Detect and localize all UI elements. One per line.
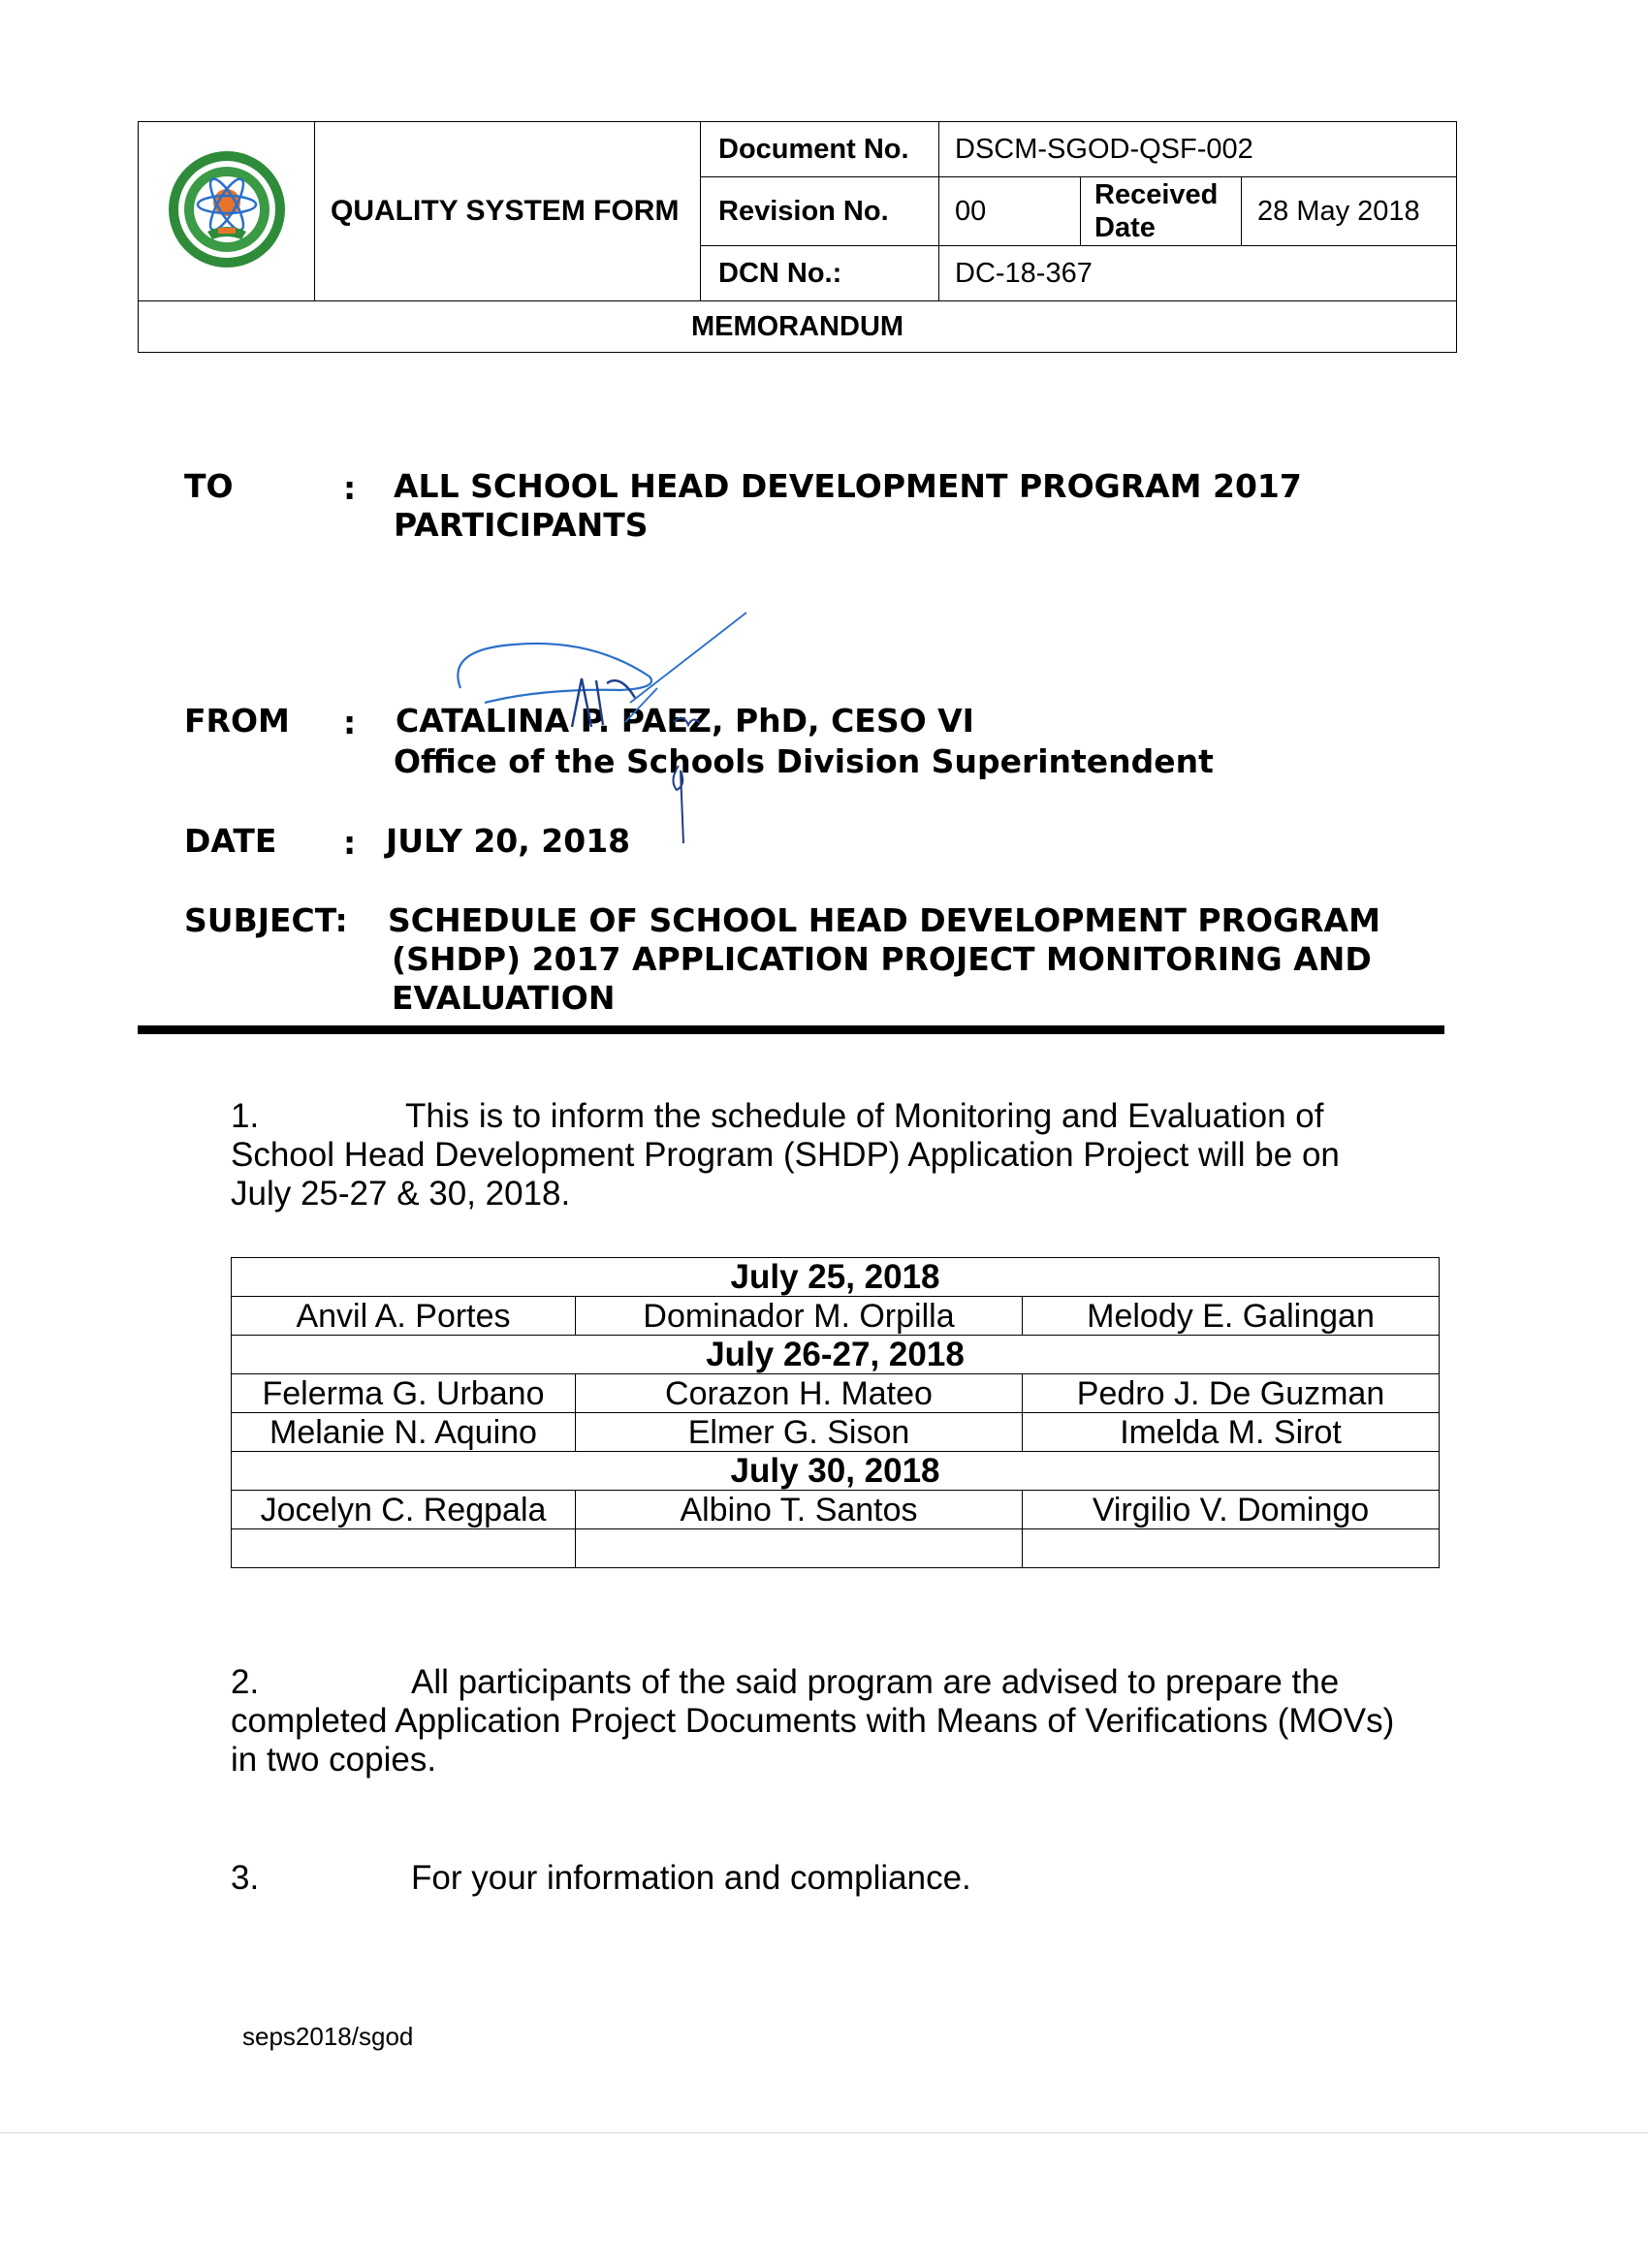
participant-cell: Melanie N. Aquino xyxy=(232,1413,576,1452)
to-label: TO xyxy=(184,467,234,505)
received-label-line2: Date xyxy=(1094,212,1156,243)
header-divider xyxy=(138,1025,1444,1034)
handwritten-signature xyxy=(427,611,776,843)
participant-cell: Albino T. Santos xyxy=(576,1491,1023,1529)
date-label: DATE xyxy=(184,822,277,860)
document-no-value: DSCM-SGOD-QSF-002 xyxy=(939,122,1457,177)
to-line1: ALL SCHOOL HEAD DEVELOPMENT PROGRAM 2017 xyxy=(394,467,1302,505)
participant-cell: Melody E. Galingan xyxy=(1023,1297,1440,1336)
to-line2: PARTICIPANTS xyxy=(394,506,649,544)
paragraph-3 xyxy=(231,1859,1409,1898)
revision-no-value: 00 xyxy=(939,177,1081,246)
subject-line2: (SHDP) 2017 APPLICATION PROJECT MONITORING AND xyxy=(392,940,1372,978)
scan-edge-line xyxy=(0,2132,1648,2133)
dcn-no-label: DCN No.: xyxy=(701,246,939,301)
subject-label: SUBJECT: xyxy=(184,901,348,939)
received-label-line1: Received xyxy=(1094,179,1219,210)
table-row xyxy=(232,1374,1440,1413)
file-reference: seps2018/sgod xyxy=(242,2022,414,2051)
received-date-value: 28 May 2018 xyxy=(1242,177,1457,246)
participant-cell: Imelda M. Sirot xyxy=(1023,1413,1440,1452)
paragraph-1-number: 1. xyxy=(231,1097,260,1135)
memorandum-label: MEMORANDUM xyxy=(139,301,1457,353)
to-colon: : xyxy=(343,469,357,507)
from-name: CATALINA P. PAEZ, PhD, CESO VI xyxy=(396,702,974,740)
paragraph-3-number: 3. xyxy=(231,1859,260,1897)
participant-cell: Jocelyn C. Regpala xyxy=(232,1491,576,1529)
participant-cell: Elmer G. Sison xyxy=(576,1413,1023,1452)
from-label: FROM xyxy=(184,702,290,740)
participant-cell: Dominador M. Orpilla xyxy=(576,1297,1023,1336)
participant-cell: Virgilio V. Domingo xyxy=(1023,1491,1440,1529)
schedule-date-1: July 25, 2018 xyxy=(232,1258,1440,1297)
from-office: Office of the Schools Division Superintendent xyxy=(394,742,1214,780)
schedule-date-3: July 30, 2018 xyxy=(232,1452,1440,1491)
paragraph-1 xyxy=(231,1097,1409,1213)
table-row xyxy=(232,1297,1440,1336)
empty-cell xyxy=(1023,1529,1440,1568)
paragraph-3-text: For your information and compliance. xyxy=(411,1859,971,1897)
table-row xyxy=(232,1413,1440,1452)
deped-seal-icon xyxy=(164,146,290,272)
paragraph-2 xyxy=(231,1663,1409,1780)
seal-cell xyxy=(139,122,315,301)
from-colon: : xyxy=(343,704,357,741)
schedule-table xyxy=(231,1257,1440,1568)
revision-no-label: Revision No. xyxy=(701,177,939,246)
table-row xyxy=(232,1491,1440,1529)
quality-system-form-header xyxy=(138,121,1457,353)
paragraph-2-number: 2. xyxy=(231,1663,260,1701)
document-no-label: Document No. xyxy=(701,122,939,177)
table-row-empty xyxy=(232,1529,1440,1568)
participant-cell: Felerma G. Urbano xyxy=(232,1374,576,1413)
date-colon: : xyxy=(343,824,357,862)
schedule-date-2: July 26-27, 2018 xyxy=(232,1336,1440,1374)
empty-cell xyxy=(576,1529,1023,1568)
empty-cell xyxy=(232,1529,576,1568)
form-title: QUALITY SYSTEM FORM xyxy=(315,122,701,301)
participant-cell: Anvil A. Portes xyxy=(232,1297,576,1336)
participant-cell: Pedro J. De Guzman xyxy=(1023,1374,1440,1413)
date-value: JULY 20, 2018 xyxy=(386,822,631,860)
dcn-no-value: DC-18-367 xyxy=(939,246,1457,301)
participant-cell: Corazon H. Mateo xyxy=(576,1374,1023,1413)
paragraph-2-text: All participants of the said program are advised to prepare the completed Application Project Documents with Means of Verifications (MOVs) in two copies. xyxy=(231,1663,1395,1779)
paragraph-1-text: This is to inform the schedule of Monitoring and Evaluation of School Head Development Program (SHDP) Application Project will be on July 25-27 & 30, 2018. xyxy=(231,1097,1340,1213)
subject-line1: SCHEDULE OF SCHOOL HEAD DEVELOPMENT PROGRAM xyxy=(388,901,1380,939)
subject-line3: EVALUATION xyxy=(392,979,616,1017)
received-date-label xyxy=(1081,177,1242,246)
